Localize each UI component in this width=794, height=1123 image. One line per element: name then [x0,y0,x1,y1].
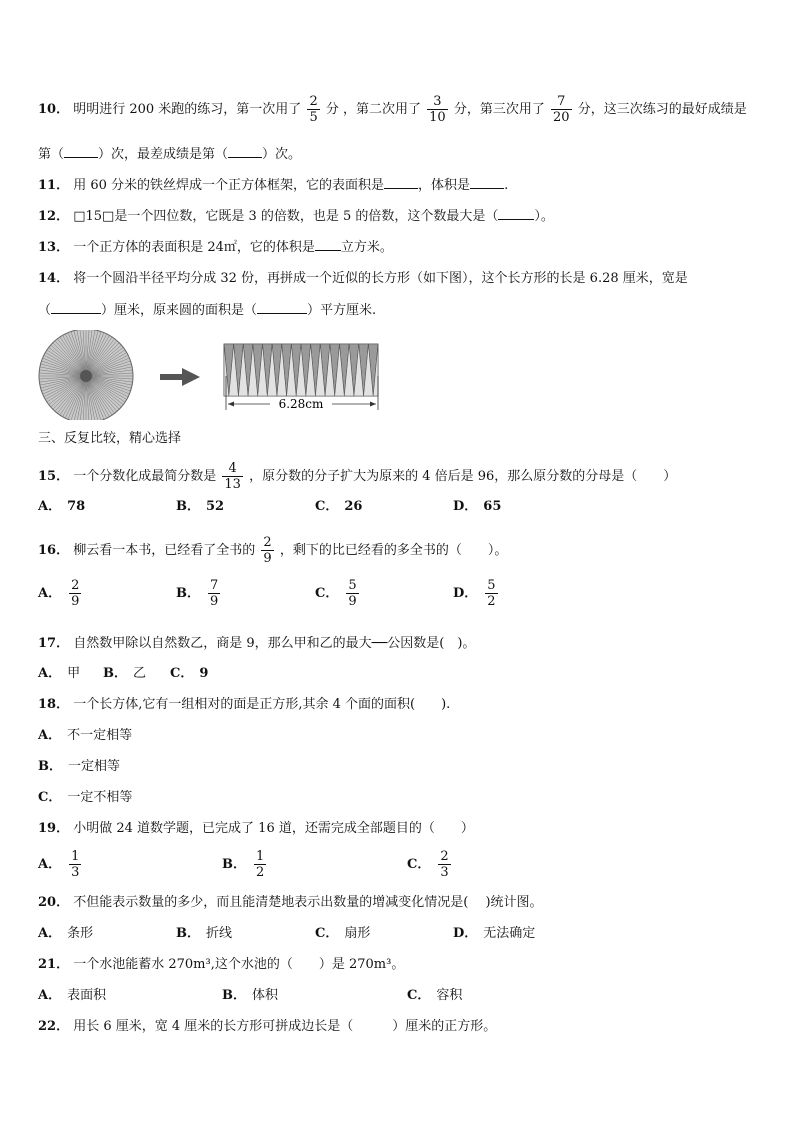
question-number: 22． [38,1019,70,1034]
question-number: 20． [38,895,70,910]
option-c[interactable]: C． $\frac{2}{3}$ [407,849,449,880]
fraction: $\frac{3}{10}$ [429,94,446,125]
option-a[interactable]: A． 条形 [38,926,94,941]
question-text: ）平方厘米. [307,303,377,318]
circle-to-rectangle-figure [36,330,396,420]
question-text: ）次，最差成绩是第（ [98,147,229,162]
question-11 [38,176,508,195]
question-text: 柳云看一本书，已经看了全书的 [73,543,256,558]
question-19 [38,820,474,838]
question-text: （ [38,303,52,318]
answer-blank[interactable] [470,176,504,189]
question-17 [38,635,475,653]
question-text: 一个正方体的表面积是 24㎡，它的体积是 [73,240,315,255]
question-16 [38,535,507,566]
question-text: 明明进行 200 米跑的练习，第一次用了 [73,102,302,117]
option-d[interactable]: D． 65 [453,499,502,514]
option-a[interactable]: A． 甲 [38,666,81,681]
question-18 [38,696,450,714]
option-c[interactable]: C． 容积 [407,988,463,1003]
answer-blank[interactable] [257,301,307,314]
question-text: □15□是一个四位数，它既是 3 的倍数，也是 5 的倍数，这个数最大是（ [73,209,499,224]
question-number: 16． [38,543,70,558]
question-15 [38,461,676,492]
question-text: ）厘米，原来圆的面积是（ [101,303,258,318]
option-b[interactable]: B． $\frac{1}{2}$ [222,849,265,880]
question-text: 第（ [38,147,65,162]
question-number: 11． [38,178,70,193]
question-text: ）。 [534,209,554,224]
question-text: 立方米。 [340,240,393,255]
option-b[interactable]: B． 乙 [103,666,147,681]
question-12 [38,207,554,226]
question-21 [38,956,404,974]
question-number: 12． [38,209,70,224]
question-number: 21． [38,957,70,972]
approx-rectangle [224,344,378,396]
option-a[interactable]: A． 不一定相等 [38,728,133,743]
question-text: 自然数甲除以自然数乙，商是 9，那么甲和乙的最大──公因数是( )。 [73,636,476,651]
answer-blank[interactable] [64,145,98,158]
question-text: 用 60 分米的铁丝焊成一个正方体框架，它的表面积是 [73,178,385,193]
option-c[interactable]: C． 9 [170,666,209,681]
question-text: 一个长方体,它有一组相对的面是正方形,其余 4 个面的面积( ). [73,697,451,712]
circle-center [80,370,92,382]
option-c[interactable]: C． 扇形 [315,926,371,941]
fraction: $\frac{7}{20}$ [553,94,570,125]
section-heading: 三、反复比较，精心选择 [38,431,182,446]
question-text: 小明做 24 道数学题，已完成了 16 道，还需完成全部题目的（ ） [73,821,474,836]
answer-blank[interactable] [498,207,534,220]
option-b[interactable]: B． 52 [176,499,225,514]
question-text: 不但能表示数量的多少，而且能清楚地表示出数量的增减变化情况是( )统计图。 [73,895,543,910]
option-b[interactable]: B． 体积 [222,988,279,1003]
question-22 [38,1018,496,1036]
question-text: . [504,178,509,193]
question-text: 分 ，第二次用了 [325,102,422,117]
dimension-label: 6.28cm [278,397,324,411]
option-a[interactable]: A． 78 [38,499,86,514]
question-14-line2 [38,301,376,320]
option-c[interactable]: C． 26 [315,499,363,514]
question-text: 一个分数化成最简分数是 [73,469,217,484]
option-d[interactable]: D． $\frac{5}{2}$ [453,578,496,609]
option-d[interactable]: D． 无法确定 [453,926,536,941]
question-text: ，剩下的比已经看的多全书的（ ）。 [279,543,508,558]
option-b[interactable]: B． 一定相等 [38,759,121,774]
question-number: 15． [38,469,70,484]
answer-blank[interactable] [228,145,262,158]
answer-blank[interactable] [51,301,101,314]
fraction: $\frac{2}{5}$ [309,94,318,125]
question-text: ）次。 [262,147,302,162]
fraction: $\frac{4}{13}$ [224,461,241,492]
question-20 [38,894,543,912]
option-a[interactable]: A． 表面积 [38,988,107,1003]
question-number: 19． [38,821,70,836]
question-10 [38,94,747,125]
question-text: 分，这三次练习的最好成绩是 [577,102,747,117]
question-number: 10． [38,102,70,117]
option-c[interactable]: C． $\frac{5}{9}$ [315,578,357,609]
option-a[interactable]: A． $\frac{2}{9}$ [38,578,80,609]
divided-circle [39,330,133,420]
question-text: 将一个圆沿半径平均分成 32 份，再拼成一个近似的长方形（如下图），这个长方形的长是 6.28 厘米，宽是 [73,271,688,286]
question-10-line2 [38,145,301,164]
question-number: 17． [38,636,70,651]
question-number: 18． [38,697,70,712]
question-number: 13． [38,240,70,255]
question-text: ，原分数的分子扩大为原来的 4 倍后是 96，那么原分数的分母是（ ） [249,469,677,484]
option-b[interactable]: B． $\frac{7}{9}$ [176,578,219,609]
option-c[interactable]: C． 一定不相等 [38,790,133,805]
fraction: $\frac{2}{9}$ [263,535,272,566]
question-text: 一个水池能蓄水 270m³,这个水池的（ ）是 270m³。 [73,957,405,972]
question-13 [38,238,393,257]
option-a[interactable]: A． $\frac{1}{3}$ [38,849,80,880]
question-text: 分，第三次用了 [453,102,545,117]
question-14 [38,270,688,288]
arrow-icon [160,368,200,386]
question-text: 用长 6 厘米，宽 4 厘米的长方形可拼成边长是（ ）厘米的正方形。 [73,1019,497,1034]
answer-blank[interactable] [315,238,341,251]
question-number: 14． [38,271,70,286]
option-b[interactable]: B． 折线 [176,926,233,941]
question-text: ，体积是 [418,178,471,193]
answer-blank[interactable] [384,176,418,189]
